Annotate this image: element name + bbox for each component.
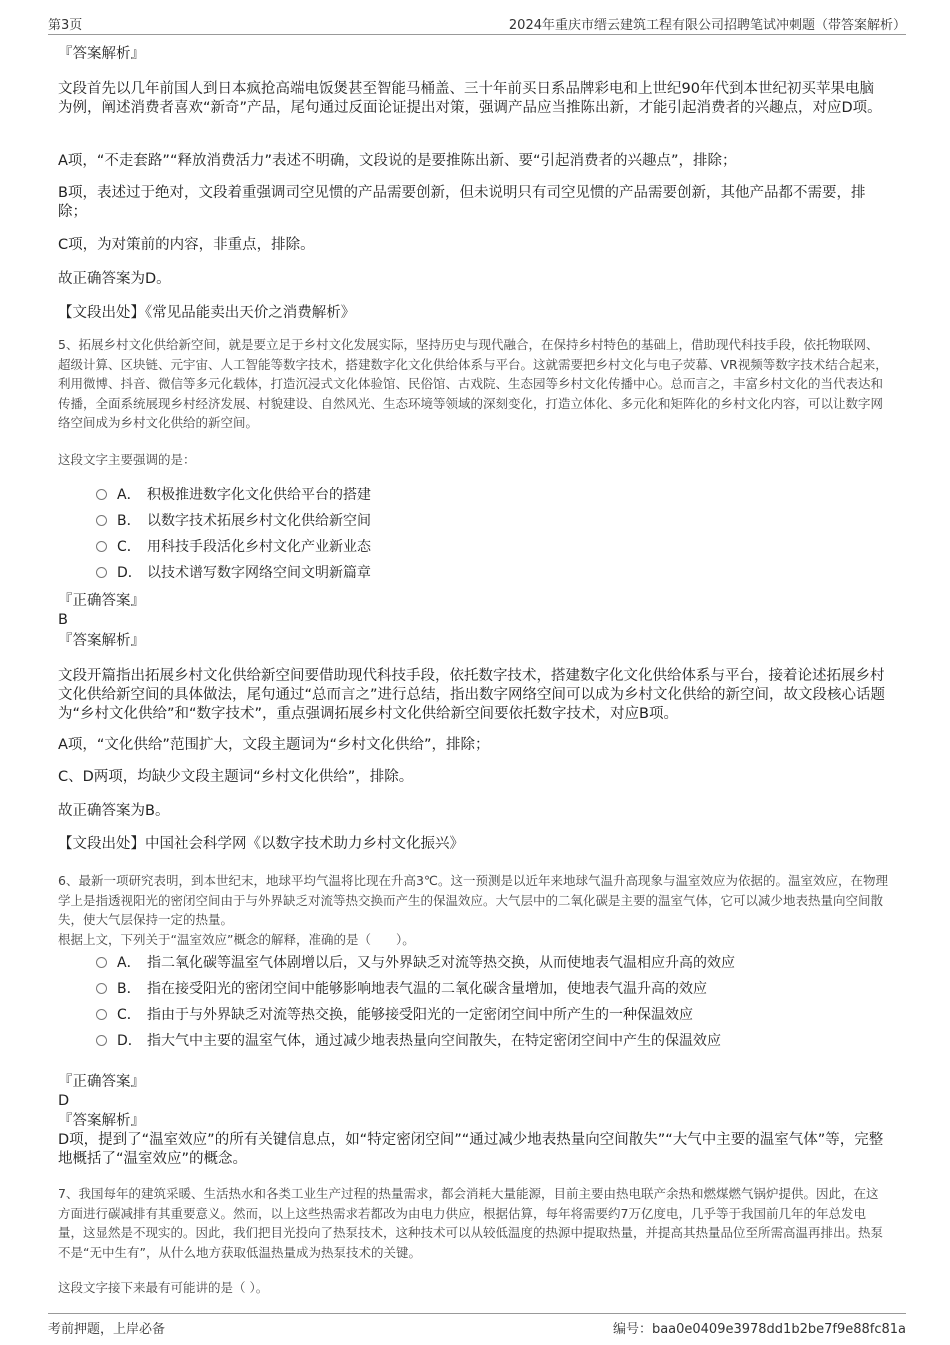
- q4-analysis-p5: 故正确答案为D。: [58, 271, 171, 287]
- document-code: 编号：baa0e0409e3978dd1b2be7f9e88fc81a: [612, 1322, 906, 1337]
- q6-question: 根据上文，下列关于“温室效应”概念的解释，准确的是（ ）。: [58, 932, 415, 947]
- q5-question: 这段文字主要强调的是：: [58, 452, 196, 467]
- q4-analysis-p4: C项，为对策前的内容，非重点，排除。: [58, 237, 315, 253]
- document-title: 2024年重庆市缙云建筑工程有限公司招聘笔试冲刺题（带答案解析）: [508, 18, 906, 33]
- q6-analysis-p1: D项，提到了“温室效应”的所有关键信息点，如“特定密闭空间”“通过减少地表热量向空间散失”“大气中主要的温室气体”等，完整地概括了“温室效应”的概念。: [58, 1132, 884, 1167]
- q6-option-b[interactable]: B． 指在接受阳光的密闭空间中能够影响地表气温的二氧化碳含量增加，使地表气温升高的效应: [96, 980, 707, 999]
- q4-source: 【文段出处】《常见品能卖出天价之消费解析》: [58, 305, 356, 321]
- q5-option-d[interactable]: D． 以技术谱写数字网络空间文明新篇章: [96, 564, 371, 583]
- radio-icon[interactable]: [96, 1009, 107, 1020]
- footer-slogan: 考前押题，上岸必备: [48, 1322, 166, 1337]
- q5-option-a[interactable]: A． 积极推进数字化文化供给平台的搭建: [96, 486, 371, 505]
- q5-analysis-p2: A项，“文化供给”范围扩大，文段主题词为“乡村文化供给”，排除；: [58, 737, 490, 753]
- radio-icon[interactable]: [96, 983, 107, 994]
- q6-answer: D: [58, 1093, 70, 1109]
- q4-analysis-p3: B项，表述过于绝对，文段着重强调司空见惯的产品需要创新，但未说明只有司空见惯的产品需要创新，其他产品都不需要，排除；: [58, 185, 866, 220]
- radio-icon[interactable]: [96, 515, 107, 526]
- radio-icon[interactable]: [96, 489, 107, 500]
- q6-option-d[interactable]: D． 指大气中主要的温室气体，通过减少地表热量向空间散失，在特定密闭空间中产生的保温效应: [96, 1032, 721, 1051]
- q6-stem: 6、最新一项研究表明，到本世纪末，地球平均气温将比现在升高3℃。这一预测是以近年来地球气温升高现象与温室效应为依据的。温室效应，在物理学上是指透视阳光的密闭空间由于与外界缺乏对流等热交换而产生的保温效应。大气层中的二氧化碳是主要的温室气体，它可以减少地表热量向空间散失，使大气层保持一定的热量。: [58, 873, 888, 927]
- page-header: [48, 14, 906, 35]
- radio-icon[interactable]: [96, 1035, 107, 1046]
- q7-stem: 7、我国每年的建筑采暖、生活热水和各类工业生产过程的热量需求，都会消耗大量能源，目前主要由热电联产余热和燃煤燃气锅炉提供。因此，在这方面进行碳减排有其重要意义。然而，以上这些热需求若都改为由电力供应，根据估算，每年将需要约7万亿度电，几乎等于我国前几年的年总发电量，这显然是不现实的。因此，我们把目光投向了热泵技术，这种技术可以从较低温度的热源中提取热量，并提高其热量品位至所需高温再排出。热泵不是“无中生有”，从什么地方获取低温热量成为热泵技术的关键。: [58, 1186, 884, 1260]
- q5-stem: 5、拓展乡村文化供给新空间，就是要立足于乡村文化发展实际，坚持历史与现代融合，在保持乡村特色的基础上，借助现代科技手段，依托物联网、超级计算、区块链、元宇宙、人工智能等数字技术，搭建数字化文化供给体系与平台。这就需要把乡村文化与电子荧幕、VR视频等数字技术结合起来，利用微博、抖音、微信等多元化载体，打造沉浸式文化体验馆、民俗馆、古戏院、生态园等乡村文化传播中心。总而言之，丰富乡村文化的当代表达和传播，全面系统展现乡村经济发展、村貌建设、自然风光、生态环境等领域的深刻变化，打造立体化、多元化和矩阵化的乡村文化内容，可以让数字网络空间成为乡村文化供给的新空间。: [58, 337, 888, 430]
- radio-icon[interactable]: [96, 541, 107, 552]
- q5-analysis-p3: C、D两项，均缺少文段主题词“乡村文化供给”，排除。: [58, 769, 414, 785]
- q7-question: 这段文字接下来最有可能讲的是（ ）。: [58, 1280, 269, 1295]
- q6-answer-label: 『正确答案』: [58, 1074, 145, 1090]
- q5-answer-label: 『正确答案』: [58, 593, 145, 609]
- radio-icon[interactable]: [96, 957, 107, 968]
- q5-option-b[interactable]: B． 以数字技术拓展乡村文化供给新空间: [96, 512, 371, 531]
- q5-option-c[interactable]: C． 用科技手段活化乡村文化产业新业态: [96, 538, 371, 557]
- page-footer: [48, 1313, 906, 1339]
- q5-source: 【文段出处】中国社会科学网《以数字技术助力乡村文化振兴》: [58, 836, 464, 852]
- q5-analysis-p4: 故正确答案为B。: [58, 803, 170, 819]
- q4-analysis-label: 『答案解析』: [58, 46, 145, 62]
- page-number: 第3页: [48, 18, 83, 33]
- q4-analysis-p1: 文段首先以几年前国人到日本疯抢高端电饭煲甚至智能马桶盖、三十年前买日系品牌彩电和上世纪90年代到本世纪初买苹果电脑为例，阐述消费者喜欢“新奇”产品，尾句通过反面论证提出对策，强调产品应当推陈出新，才能引起消费者的兴趣点，对应D项。: [58, 81, 882, 116]
- q5-answer: B: [58, 612, 68, 628]
- q4-analysis-p2: A项，“不走套路”“释放消费活力”表述不明确，文段说的是要推陈出新、要“引起消费者的兴趣点”，排除；: [58, 153, 737, 169]
- q5-analysis-label: 『答案解析』: [58, 633, 145, 649]
- q5-analysis-p1: 文段开篇指出拓展乡村文化供给新空间要借助现代科技手段，依托数字技术，搭建数字化文化供给体系与平台，接着论述拓展乡村文化供给新空间的具体做法，尾句通过“总而言之”进行总结，指出数字网络空间可以成为乡村文化供给的新空间，故文段核心话题为“乡村文化供给”和“数字技术”，重点强调拓展乡村文化供给新空间要依托数字技术，对应B项。: [58, 668, 886, 722]
- q6-option-c[interactable]: C． 指由于与外界缺乏对流等热交换，能够接受阳光的一定密闭空间中所产生的一种保温效应: [96, 1006, 693, 1025]
- radio-icon[interactable]: [96, 567, 107, 578]
- q6-analysis-label: 『答案解析』: [58, 1113, 145, 1129]
- q6-option-a[interactable]: A． 指二氧化碳等温室气体剧增以后，又与外界缺乏对流等热交换，从而使地表气温相应升高的效应: [96, 954, 735, 973]
